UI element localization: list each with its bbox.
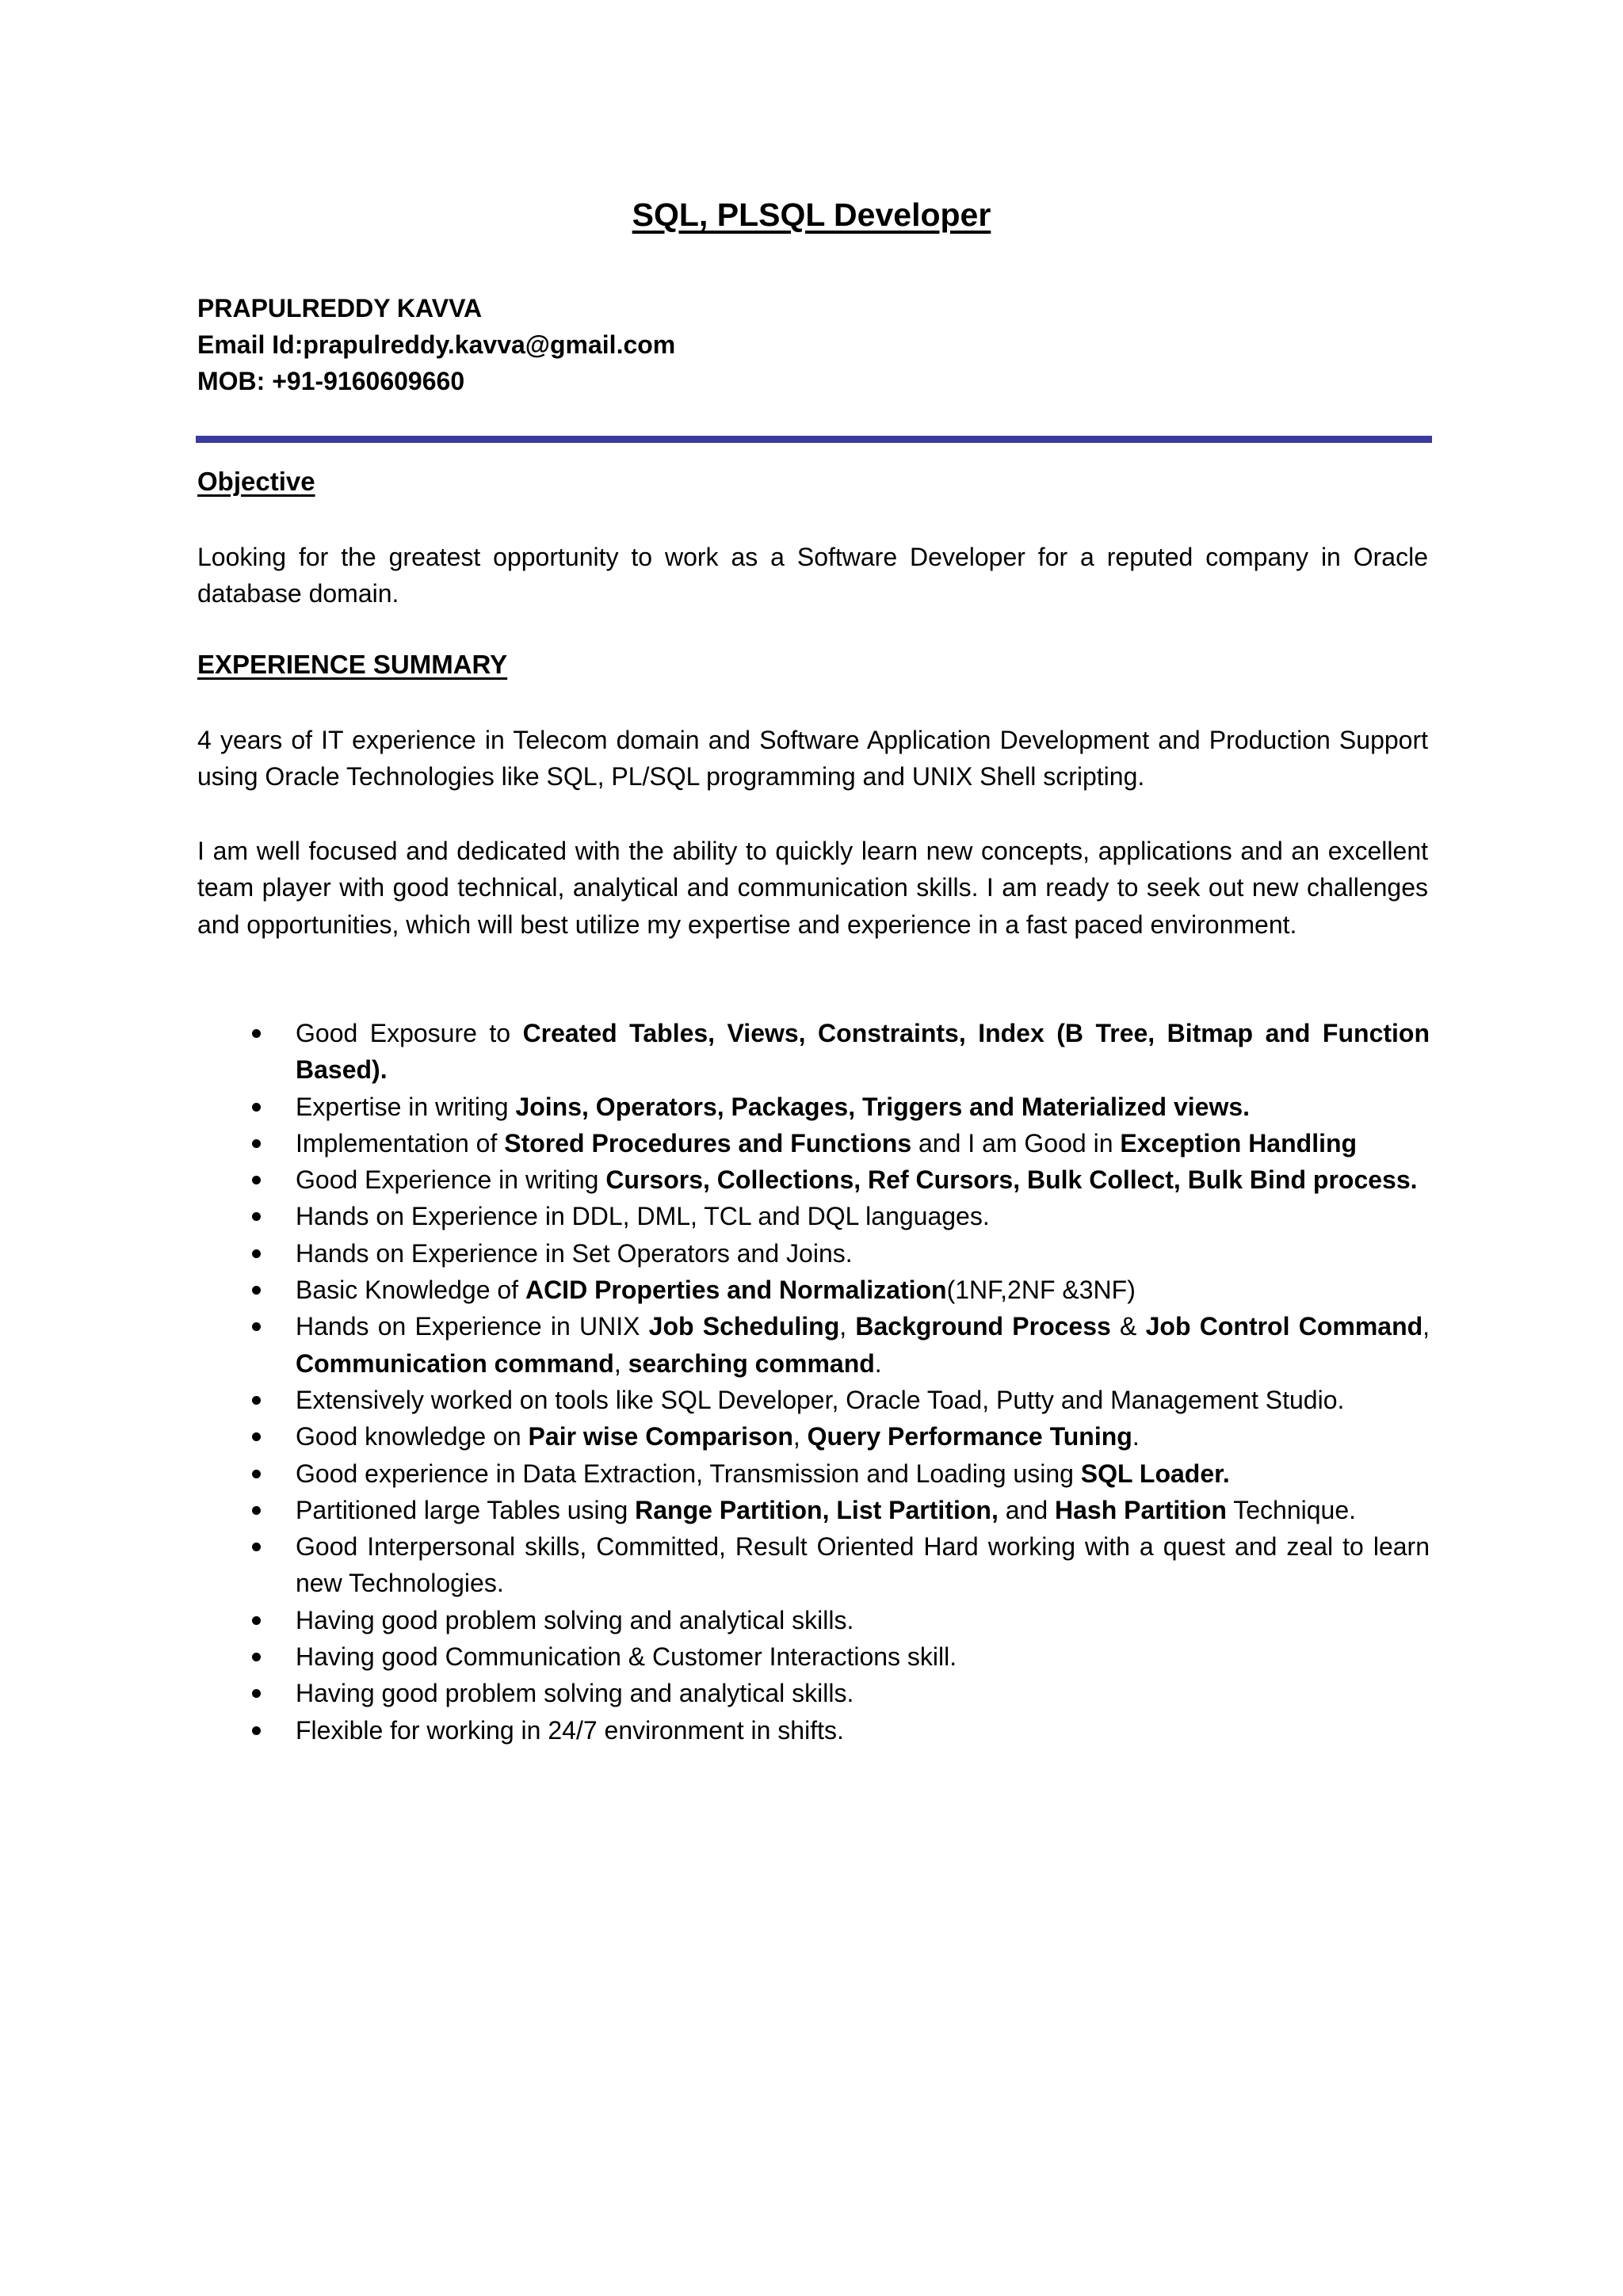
bullet-dot-icon <box>252 1139 261 1148</box>
bullet-text: . <box>1132 1422 1140 1451</box>
skill-bullet-item <box>197 1602 1430 1638</box>
bullet-text: Flexible for working in 24/7 environment in shifts. <box>296 1715 844 1745</box>
bold-text: Pair wise Comparison <box>528 1422 793 1451</box>
experience-paragraph: I am well focused and dedicated with the ability to quickly learn new concepts, applications and an excellent team player with good technical, analytical and communication skills. I am ready to seek out new challenges and opportunities, which will best utilize my expertise and experience in a fast paced environment. <box>197 837 1428 939</box>
bold-text: Exception Handling <box>1120 1128 1358 1158</box>
bullet-text: Expertise in writing <box>296 1092 516 1121</box>
bold-text: Background Process <box>855 1312 1111 1341</box>
skill-bullet-item <box>197 1161 1430 1198</box>
bullet-text: Having good problem solving and analytical skills. <box>296 1679 854 1708</box>
skill-bullet-item <box>197 1455 1430 1492</box>
bullet-dot-icon <box>252 1396 261 1405</box>
header-divider <box>196 436 1432 443</box>
bullet-text: Having good Communication & Customer Interactions skill. <box>296 1642 957 1672</box>
bold-text: Communication command <box>296 1348 614 1378</box>
bold-text: SQL Loader. <box>1080 1459 1230 1488</box>
bullet-text: Extensively worked on tools like SQL Developer, Oracle Toad, Putty and Management Studio. <box>296 1385 1345 1414</box>
bullet-dot-icon <box>252 1432 261 1441</box>
bullet-text: Technique. <box>1226 1495 1357 1524</box>
bullet-text: & <box>1110 1312 1146 1341</box>
bullet-dot-icon <box>252 1653 261 1661</box>
email-line: Email Id:prapulreddy.kavva@gmail.com <box>197 330 676 359</box>
bullet-text: Basic Knowledge of <box>296 1276 525 1305</box>
bullet-dot-icon <box>252 1103 261 1112</box>
skill-bullet-item <box>197 1492 1430 1528</box>
bullet-dot-icon <box>252 1543 261 1551</box>
skill-bullet-item <box>197 1638 1430 1675</box>
skill-bullet-item <box>197 1015 1430 1089</box>
skill-bullet-item <box>197 1382 1430 1418</box>
objective-heading: Objective <box>197 467 315 496</box>
bold-text: ACID Properties and Normalization <box>525 1276 947 1305</box>
bullet-text: and I am Good in <box>911 1128 1121 1158</box>
bullet-text: Hands on Experience in DDL, DML, TCL and DQL languages. <box>296 1202 990 1231</box>
bullet-dot-icon <box>252 1616 261 1625</box>
bold-text: Created Tables, Views, Constraints, Index (B Tree, Bitmap and Function Based). <box>296 1019 1430 1085</box>
bullet-text: , <box>792 1422 808 1451</box>
bullet-text: Good experience in Data Extraction, Transmission and Loading using <box>296 1459 1081 1488</box>
bullet-text: Good Exposure to <box>296 1019 523 1047</box>
bold-text: Job Control Command <box>1145 1312 1423 1341</box>
bullet-text: Hands on Experience in UNIX <box>296 1312 649 1341</box>
bullet-text: Good Interpersonal skills, Committed, Result Oriented Hard working with a quest and zeal to learn new Technologies. <box>296 1532 1430 1598</box>
bullet-text: , <box>613 1348 628 1378</box>
bullet-text: , <box>1423 1312 1430 1341</box>
bullet-dot-icon <box>252 1029 261 1038</box>
skill-bullet-item <box>197 1308 1430 1382</box>
candidate-name: PRAPULREDDY KAVVA <box>197 294 483 322</box>
bullet-dot-icon <box>252 1176 261 1184</box>
contact-block <box>197 290 675 399</box>
bullet-text: Partitioned large Tables using <box>296 1495 636 1524</box>
bold-text: Range Partition, List Partition, <box>635 1495 999 1524</box>
bullet-text: Good Experience in writing <box>296 1165 606 1195</box>
bullet-dot-icon <box>252 1322 261 1331</box>
objective-text: Looking for the greatest opportunity to work as a Software Developer for a reputed company in Oracle database domain. <box>197 543 1428 608</box>
skill-bullet-item <box>197 1528 1430 1602</box>
mobile-line: MOB: +91-9160609660 <box>197 367 465 395</box>
skill-bullet-item <box>197 1418 1430 1455</box>
skill-bullet-item <box>197 1089 1430 1125</box>
bullet-dot-icon <box>252 1249 261 1258</box>
skill-bullet-item <box>197 1675 1430 1711</box>
bullet-dot-icon <box>252 1726 261 1735</box>
bullet-dot-icon <box>252 1470 261 1478</box>
skills-bullet-list <box>197 1015 1430 1749</box>
bullet-dot-icon <box>252 1286 261 1295</box>
experience-summary-heading: EXPERIENCE SUMMARY <box>197 650 508 679</box>
experience-paragraph: 4 years of IT experience in Telecom domain and Software Application Development and Production Support using Oracle Technologies like SQL, PL/SQL programming and UNIX Shell scripting. <box>197 726 1428 791</box>
bullet-text: , <box>839 1312 856 1341</box>
skill-bullet-item <box>197 1272 1430 1308</box>
bullet-text: Good knowledge on <box>296 1422 529 1451</box>
bullet-dot-icon <box>252 1689 261 1698</box>
skill-bullet-item <box>197 1125 1430 1161</box>
skill-bullet-item <box>197 1712 1430 1749</box>
bullet-text: . <box>874 1348 882 1378</box>
skill-bullet-item <box>197 1198 1430 1234</box>
bullet-dot-icon <box>252 1506 261 1515</box>
bold-text: Cursors, Collections, Ref Cursors, Bulk Collect, Bulk Bind process. <box>605 1165 1418 1195</box>
bold-text: Hash Partition <box>1055 1495 1227 1524</box>
bullet-text: Having good problem solving and analytical skills. <box>296 1605 854 1634</box>
skill-bullet-item <box>197 1235 1430 1272</box>
bullet-dot-icon <box>252 1212 261 1221</box>
page-title: SQL, PLSQL Developer <box>632 196 991 233</box>
bold-text: Stored Procedures and Functions <box>504 1128 912 1158</box>
bold-text: Query Performance Tuning <box>807 1422 1132 1451</box>
bullet-text: (1NF,2NF &3NF) <box>946 1276 1136 1305</box>
bold-text: Job Scheduling <box>648 1312 840 1341</box>
bold-text: searching command <box>628 1348 875 1378</box>
bullet-text: and <box>998 1495 1055 1524</box>
bullet-text: Hands on Experience in Set Operators and Joins. <box>296 1238 853 1268</box>
bullet-text: Implementation of <box>296 1128 505 1158</box>
bold-text: Joins, Operators, Packages, Triggers and Materialized views. <box>515 1092 1251 1121</box>
